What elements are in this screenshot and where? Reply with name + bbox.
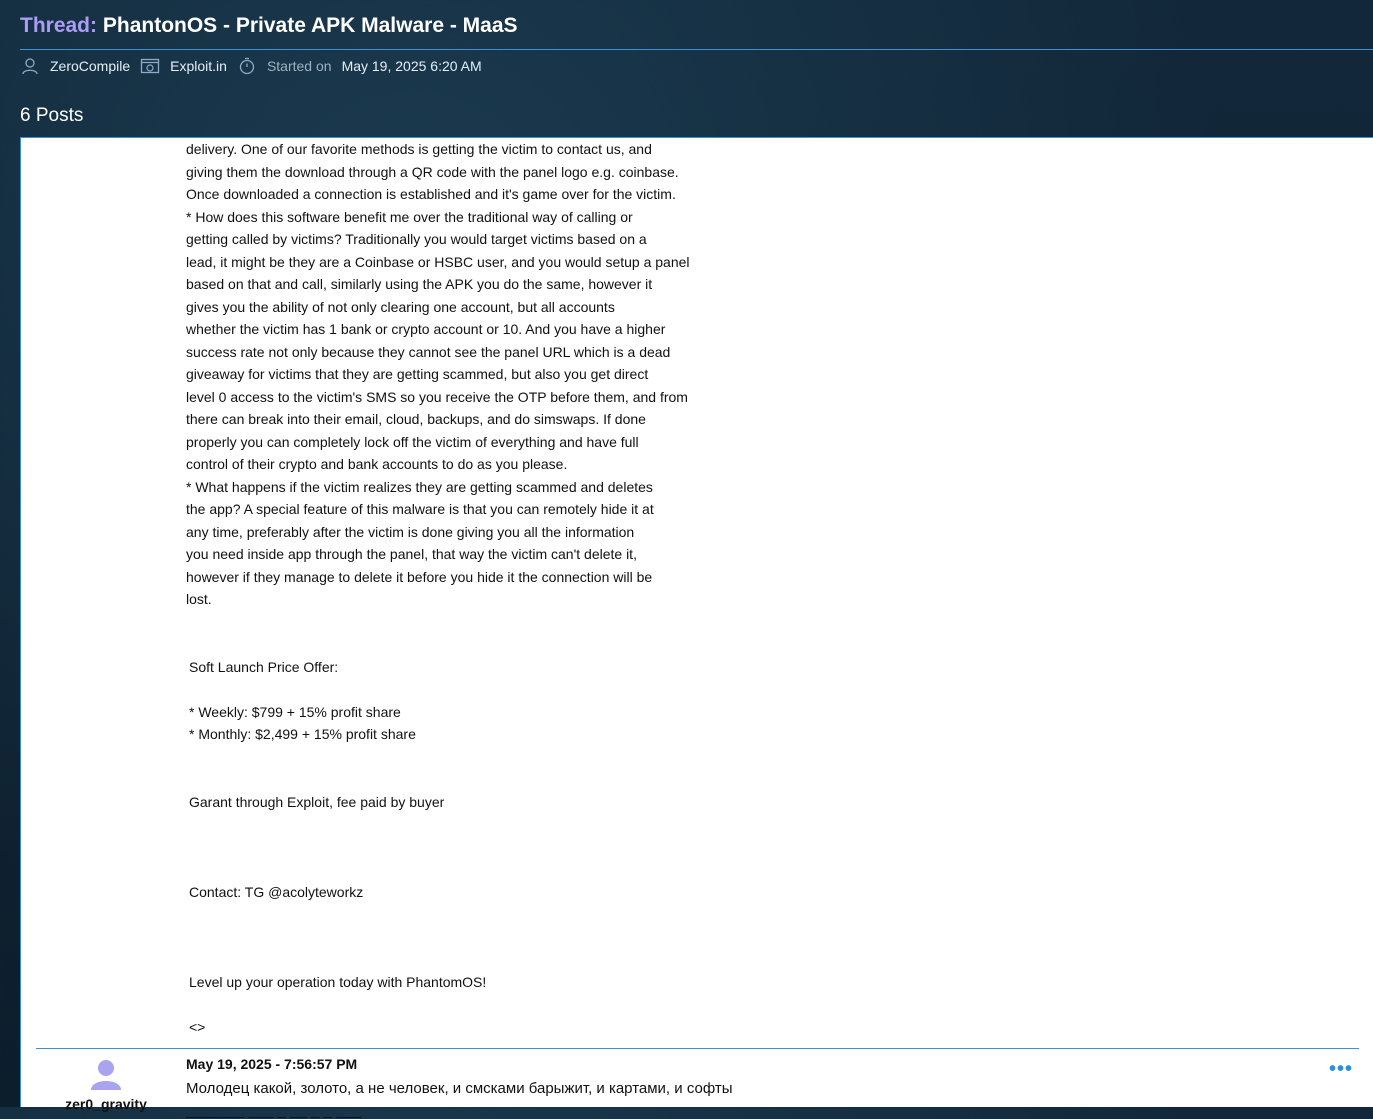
price-heading: Soft Launch Price Offer: <box>189 658 339 675</box>
avatar[interactable] <box>89 1058 123 1092</box>
stopwatch-icon <box>237 56 257 76</box>
post-line: gives you the ability of not only clearing one account, but all accounts <box>186 298 615 315</box>
post-paragraph <box>186 138 706 611</box>
posts-panel <box>20 137 1373 1119</box>
post-line: however if they manage to delete it before you hide it the connection will be <box>186 568 653 585</box>
cta-line: Level up your operation today with PhantomOS! <box>189 973 487 990</box>
post-line: Once downloaded a connection is established and it's game over for the victim. <box>186 186 676 202</box>
post-line: you need inside app through the panel, that way the victim can't delete it, <box>186 546 637 562</box>
post-line: lost. <box>186 591 212 607</box>
post-line: level 0 access to the victim's SMS so you receive the OTP before them, and from <box>186 388 688 405</box>
started-date: May 19, 2025 6:20 AM <box>341 58 482 74</box>
started-label: Started on <box>266 58 332 74</box>
post-line: based on that and call, similarly using the APK you do the same, however it <box>186 276 653 292</box>
user-icon <box>20 56 40 76</box>
thread-title-text: PhantonOS - Private APK Malware - MaaS <box>102 14 518 37</box>
reply-text-line2: _______ ___ _ __ _ _ ___ <box>186 1102 362 1119</box>
author-link[interactable]: ZeroCompile <box>50 58 131 74</box>
forum-icon <box>140 56 160 76</box>
post-line: there can break into their email, cloud, backups, and do simswaps. If done <box>186 411 646 427</box>
post-body <box>186 138 706 1038</box>
post-line: delivery. One of our favorite methods is getting the victim to contact us, and <box>186 141 652 157</box>
garant-line: Garant through Exploit, fee paid by buyer <box>189 793 445 810</box>
post-line: * How does this software benefit me over the traditional way of calling or <box>186 208 633 225</box>
post-line: success rate not only because they cannot see the panel URL which is a dead <box>186 343 671 360</box>
post-line: getting called by victims? Traditionally you would target victims based on a <box>186 231 647 247</box>
post-line: the app? A special feature of this malware is that you can remotely hide it at <box>186 501 654 517</box>
post-line: any time, preferably after the victim is done giving you all the information <box>186 523 635 540</box>
post-line: whether the victim has 1 bank or crypto account or 10. And you have a higher <box>186 321 666 337</box>
reply-text: Молодец какой, золото, а не человек, и смсками барыжит, и картами, и софты <box>186 1080 733 1097</box>
post-line: giving them the download through a QR code with the panel logo e.g. coinbase. <box>186 163 679 180</box>
contact-line: Contact: TG @acolyteworkz <box>189 883 364 900</box>
post-line: control of their crypto and bank accounts to do as you please. <box>186 456 568 472</box>
forum-link[interactable]: Exploit.in <box>170 58 227 74</box>
price-weekly: * Weekly: $799 + 15% profit share <box>189 703 401 720</box>
post-divider <box>36 1048 1359 1049</box>
reply-username[interactable]: zer0_gravity <box>65 1096 147 1112</box>
post-trailer: <> <box>189 1018 206 1035</box>
post-line: properly you can completely lock off the victim of everything and have full <box>186 433 639 450</box>
thread-title <box>20 14 518 38</box>
thread-header <box>0 0 1373 138</box>
title-divider <box>20 49 1373 50</box>
post-line: giveaway for victims that they are getting scammed, but also you get direct <box>186 366 649 382</box>
price-monthly: * Monthly: $2,499 + 15% profit share <box>189 726 416 742</box>
thread-meta <box>20 56 492 76</box>
post-line: * What happens if the victim realizes they are getting scammed and deletes <box>186 478 653 495</box>
reply-timestamp: May 19, 2025 - 7:56:57 PM <box>186 1056 358 1072</box>
more-options-icon[interactable]: ••• <box>1329 1058 1354 1080</box>
post-line: lead, it might be they are a Coinbase or HSBC user, and you would setup a panel <box>186 253 690 270</box>
posts-count: 6 Posts <box>20 105 84 126</box>
thread-prefix: Thread: <box>20 14 98 37</box>
